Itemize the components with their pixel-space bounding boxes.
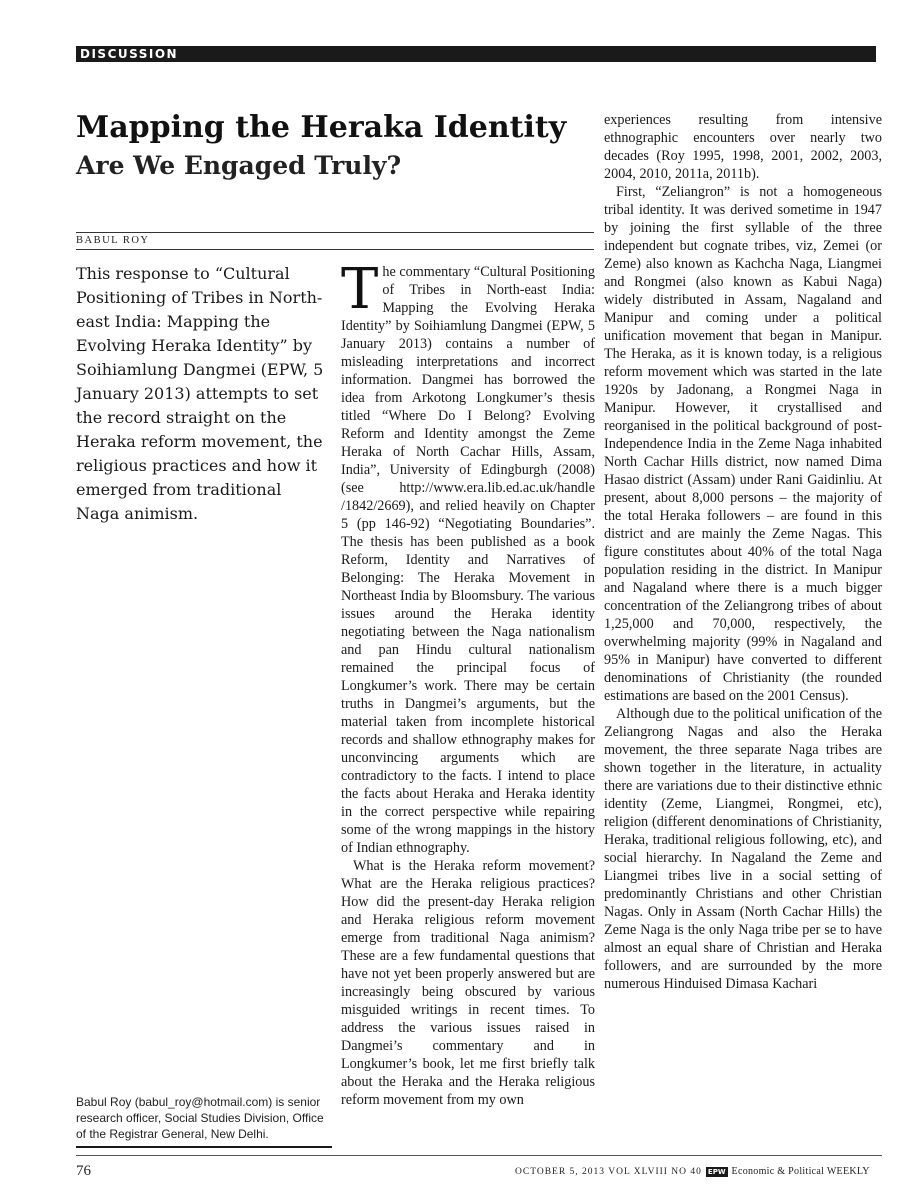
journal-name: Economic & Political WEEKLY [731, 1166, 870, 1177]
epw-logo: EPW [707, 1167, 726, 1176]
article-title: Mapping the Heraka Identity [76, 110, 567, 145]
body-paragraph: First, “Zeliangron” is not a homogeneous tribal identity. It was derived sometime in 1947 by joining the first syllable of the three independent but cognate tribes, viz, Zemei (or Zeme) also known as Kachcha Naga, Liangmei and Rongmei (also known as Kabui Naga) widely distributed in Assam, Nagaland and Manipur and coming under a political unification movement that began in Manipur. The Heraka, as it is known today, is a religious reform movement which was started in the late 1920s by Jadonang, a Rongmei Naga in Manipur. However, it crystallised and reorganised in the political background of post-Independence India in the Zeme Naga inhabited North Cachar Hills district, now named Dima Hasao district (Assam) under Rani Gaidinliu. At present, about 8,000 persons – the majority of the total Heraka followers – are found in this district and are mainly the Zeme Nagas. This figure constitutes about 40% of the total Naga population residing in the district. In Manipur and Nagaland where there is a much bigger concentration of the Zeliangrong tribes of about 1,25,000 and 70,000, respectively, the overwhelming majority (99% in Nagaland and 95% in Manipur) have converted to different denominations of Christianity (the rounded estimations are based on the 2001 Census). [604, 184, 882, 704]
author-note: Babul Roy (babul_roy@hotmail.com) is senior research officer, Social Studies Division, Office of the Registrar General, New Delhi. [76, 1095, 324, 1141]
body-paragraph: Although due to the political unification of the Zeliangrong Nagas and also the Heraka movement, the three separate Naga tribes are shown together in the literature, in actuality there are variations due to their distinctive ethnic identity (Zeme, Liangmei, Rongmei, etc), religion (different denominations of Christianity, Heraka, traditional religious following, etc), and social hierarchy. In Nagaland the Zeme and Liangmei tribes live in a social setting of predominantly Christians and other Christian Nagas. Only in Assam (North Cachar Hills) the Zeme Naga is the only Naga tribe per se to have almost an equal share of Christian and Heraka followers, and are surrounded by the more numerous Hinduised Dimasa Kachari [604, 706, 882, 992]
abstract [76, 262, 328, 526]
body-paragraph: experiences resulting from intensive ethnographic encounters over nearly two decades (Roy 1995, 1998, 2001, 2002, 2003, 2004, 2010, 2011a, 2011b). [604, 112, 882, 182]
footer-rule [76, 1155, 882, 1156]
page-number: 76 [76, 1163, 91, 1179]
article-subtitle: Are We Engaged Truly? [76, 151, 402, 180]
body-paragraph-text: he commentary “Cultural Positioning of Tribes in North-east India: Mapping the Evolving Heraka Identity” by Soihiamlung Dangmei (EPW, 5 January 2013) contains a number of misleading interpretations and incorrect information. Dangmei has borrowed the idea from Arkotong Longkumer’s thesis titled “Where Do I Belong? Evolving Reform and Identity amongst the Zeme Heraka of North Cachar Hills, Assam, India”, University of Edingburgh (2008) (see http://www.era.lib.ed.ac.uk/handle /1842/2669), and relied heavily on Chapter 5 (pp 146-92) “Negotiating Boundaries”. The thesis has been published as a book Reform, Identity and Narratives of Belonging: The Heraka Movement in Northeast India by Bloomsbury. The various issues around the Heraka identity negotiating between the Naga nationalism and pan Hindu cultural nationalism remained the principal focus of Longkumer’s work. There may be certain truths in Dangmei’s arguments, but the material taken from incomplete historical records and shallow ethnography makes for unconvincing arguments which are contradictory to the facts. I intend to place the facts about Heraka and Heraka identity in the correct perspective while repairing some of the wrong mappings in the history of Indian ethnography. [341, 264, 595, 856]
issue-info: OCTOBER 5, 2013 VOL XLVIII NO 40 [515, 1166, 702, 1177]
body-column-right [604, 111, 882, 1156]
author-byline: BABUL ROY [76, 235, 150, 246]
body-column-middle [341, 263, 595, 1153]
drop-cap: T [341, 263, 379, 322]
footer-info [515, 1166, 870, 1177]
body-paragraph: What is the Heraka reform movement? What are the Heraka religious practices? How did the present-day Heraka religion and Heraka religious reform movement emerge from traditional Naga animism? These are a few fundamental questions that have not yet been properly answered but are increasingly being obscured by various misguided writings in recent times. To address the various issues raised in Dangmei’s commentary and in Longkumer’s book, let me first briefly talk about the Heraka and the Heraka religious reform movement from my own [341, 858, 595, 1108]
body-paragraph [341, 263, 595, 857]
author-note-rule [76, 1146, 332, 1148]
section-label: DISCUSSION [76, 46, 876, 62]
abstract-text: This response to “Cultural Positioning of Tribes in North-east India: Mapping the Evolving Heraka Identity” by Soihiamlung Dangmei (EPW, 5 January 2013) attempts to set the record straight on the Heraka reform movement, the religious practices and how it emerged from traditional Naga animism. [76, 264, 324, 523]
byline-rule-bottom [76, 249, 594, 250]
byline-rule-top [76, 232, 594, 233]
